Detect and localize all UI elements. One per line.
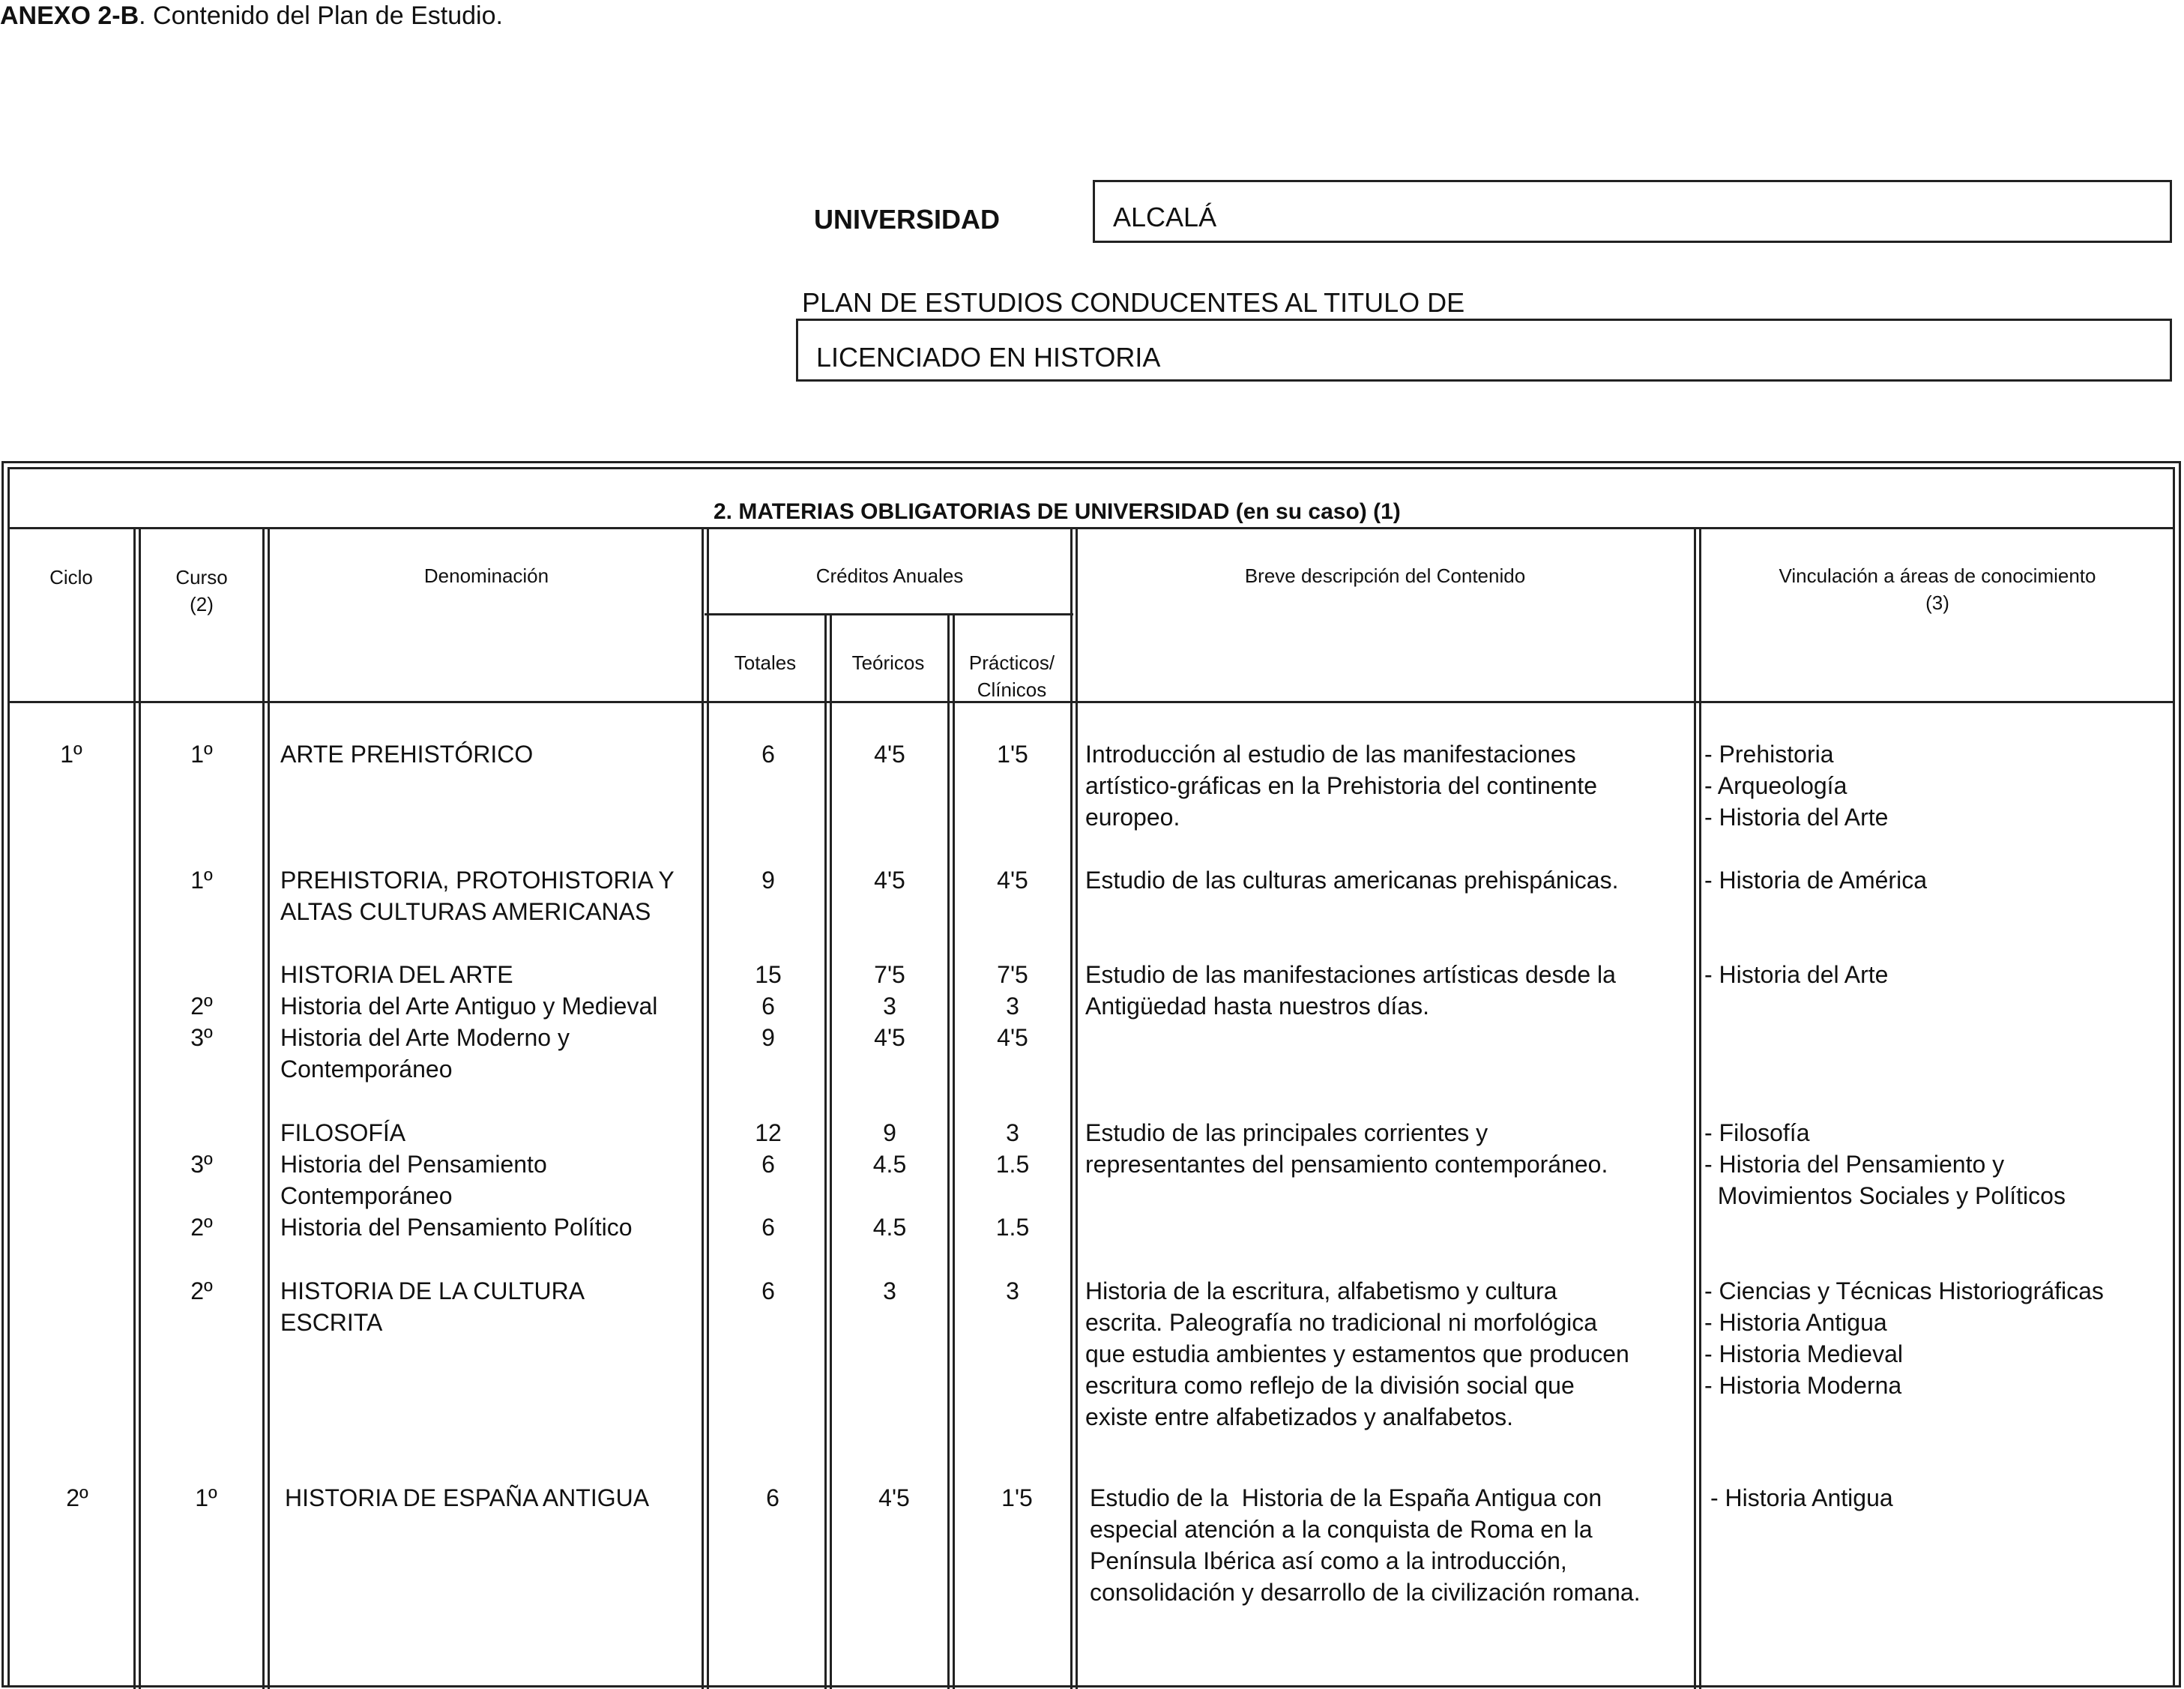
cell-totales: 6 xyxy=(766,1484,779,1511)
cell-totales: 15 6 9 xyxy=(755,961,782,1051)
header-descripcion: Breve descripción del Contenido xyxy=(1244,564,1526,587)
header-teoricos: Teóricos xyxy=(851,651,925,674)
cell-descripcion: Introducción al estudio de las manifestaciones artístico-gráficas en la Prehistoria del continente europeo. xyxy=(1085,741,1598,831)
col-divider-descripcion xyxy=(1694,529,1701,1689)
cell-curso: 2º xyxy=(190,1277,213,1304)
cell-denominacion: PREHISTORIA, PROTOHISTORIA Y ALTAS CULTURAS AMERICANAS xyxy=(280,867,675,925)
cell-descripcion: Estudio de la Historia de la España Antigua con especial atención a la conquista de Roma en la Península Ibérica así como a la introducción, consolidación y desarrollo de la civilización romana. xyxy=(1090,1484,1641,1606)
header-vinculacion: Vinculación a áreas de conocimiento (3) xyxy=(1779,564,2096,614)
plan-label: PLAN DE ESTUDIOS CONDUCENTES AL TITULO DE xyxy=(802,287,1465,318)
cell-totales: 6 xyxy=(761,1277,775,1304)
plan-value: LICENCIADO EN HISTORIA xyxy=(816,342,1161,373)
cell-vinculacion: - Prehistoria - Arqueología - Historia del Arte xyxy=(1704,741,1889,831)
cell-denominacion: HISTORIA DE ESPAÑA ANTIGUA xyxy=(285,1484,650,1511)
cell-denominacion: HISTORIA DEL ARTE Historia del Arte Antiguo y Medieval Historia del Arte Moderno y Contemporáneo xyxy=(280,961,658,1083)
cell-practicos: 7'5 3 4'5 xyxy=(997,961,1028,1051)
credits-subheader-rule xyxy=(705,613,1073,615)
cell-denominacion: HISTORIA DE LA CULTURA ESCRITA xyxy=(280,1277,585,1336)
cell-teoricos: 4'5 xyxy=(874,867,905,894)
cell-curso: 1º xyxy=(190,741,213,768)
cell-practicos: 1'5 xyxy=(1001,1484,1033,1511)
university-label: UNIVERSIDAD xyxy=(814,204,1001,235)
cell-denominacion: ARTE PREHISTÓRICO xyxy=(280,741,534,768)
annex-code: ANEXO 2-B xyxy=(0,1,139,30)
cell-ciclo: 1º xyxy=(60,741,82,768)
col-divider-teoricos xyxy=(947,615,955,1689)
header-ciclo: Ciclo xyxy=(49,566,93,588)
section-title: 2. MATERIAS OBLIGATORIAS DE UNIVERSIDAD (en su caso) (1) xyxy=(714,499,1401,524)
university-box xyxy=(1093,180,2172,243)
header-curso: Curso (2) xyxy=(175,566,228,615)
cell-teoricos: 3 xyxy=(883,1277,896,1304)
col-divider-denom xyxy=(702,529,709,1689)
header-totales: Totales xyxy=(734,651,797,674)
cell-ciclo: 2º xyxy=(66,1484,88,1511)
annex-heading xyxy=(0,1,503,31)
cell-vinculacion: - Historia del Arte xyxy=(1704,961,1889,988)
university-value: ALCALÁ xyxy=(1113,202,1217,232)
cell-curso: 2º 3º xyxy=(190,993,213,1051)
cell-teoricos: 9 4.5 4.5 xyxy=(872,1119,907,1241)
cell-descripcion: Estudio de las manifestaciones artísticas desde la Antigüedad hasta nuestros días. xyxy=(1085,961,1616,1020)
header-top-rule xyxy=(7,527,2175,529)
col-divider-curso xyxy=(262,529,270,1689)
col-divider-totales xyxy=(824,615,832,1689)
cell-totales: 9 xyxy=(761,867,775,894)
col-divider-practicos xyxy=(1070,529,1078,1689)
plan-box xyxy=(796,319,2172,382)
cell-vinculacion: - Ciencias y Técnicas Historiográficas - Historia Antigua - Historia Medieval - Historia Moderna xyxy=(1704,1277,2104,1399)
cell-vinculacion: - Historia de América xyxy=(1704,867,1927,894)
header-bottom-rule xyxy=(7,701,2175,703)
header-denominacion: Denominación xyxy=(423,564,549,587)
cell-practicos: 1'5 xyxy=(997,741,1028,768)
cell-descripcion: Estudio de las culturas americanas prehispánicas. xyxy=(1085,867,1619,894)
col-divider-ciclo xyxy=(133,529,141,1689)
cell-practicos: 3 xyxy=(1006,1277,1019,1304)
cell-teoricos: 4'5 xyxy=(878,1484,910,1511)
cell-curso: 1º xyxy=(195,1484,217,1511)
cell-curso: 3º 2º xyxy=(190,1151,213,1241)
cell-practicos: 3 1.5 1.5 xyxy=(995,1119,1030,1241)
cell-teoricos: 4'5 xyxy=(874,741,905,768)
cell-totales: 6 xyxy=(761,741,775,768)
cell-descripcion: Historia de la escritura, alfabetismo y cultura escrita. Paleografía no tradicional ni morfológica que estudia ambientes y estamentos que producen escritura como reflejo de la división social que existe entre alfabetizados y analfabetos. xyxy=(1085,1277,1629,1430)
cell-vinculacion: - Historia Antigua xyxy=(1710,1484,1893,1511)
annex-title: . Contenido del Plan de Estudio. xyxy=(139,1,503,30)
header-practicos: Prácticos/ Clínicos xyxy=(968,651,1055,701)
header-creditos: Créditos Anuales xyxy=(815,564,964,587)
cell-teoricos: 7'5 3 4'5 xyxy=(874,961,905,1051)
cell-vinculacion: - Filosofía - Historia del Pensamiento y Movimientos Sociales y Políticos xyxy=(1704,1119,2066,1209)
cell-totales: 12 6 6 xyxy=(755,1119,782,1241)
cell-denominacion: FILOSOFÍA Historia del Pensamiento Contemporáneo Historia del Pensamiento Político xyxy=(280,1119,633,1241)
cell-descripcion: Estudio de las principales corrientes y representantes del pensamiento contemporáneo. xyxy=(1085,1119,1608,1178)
cell-practicos: 4'5 xyxy=(997,867,1028,894)
cell-curso: 1º xyxy=(190,867,213,894)
